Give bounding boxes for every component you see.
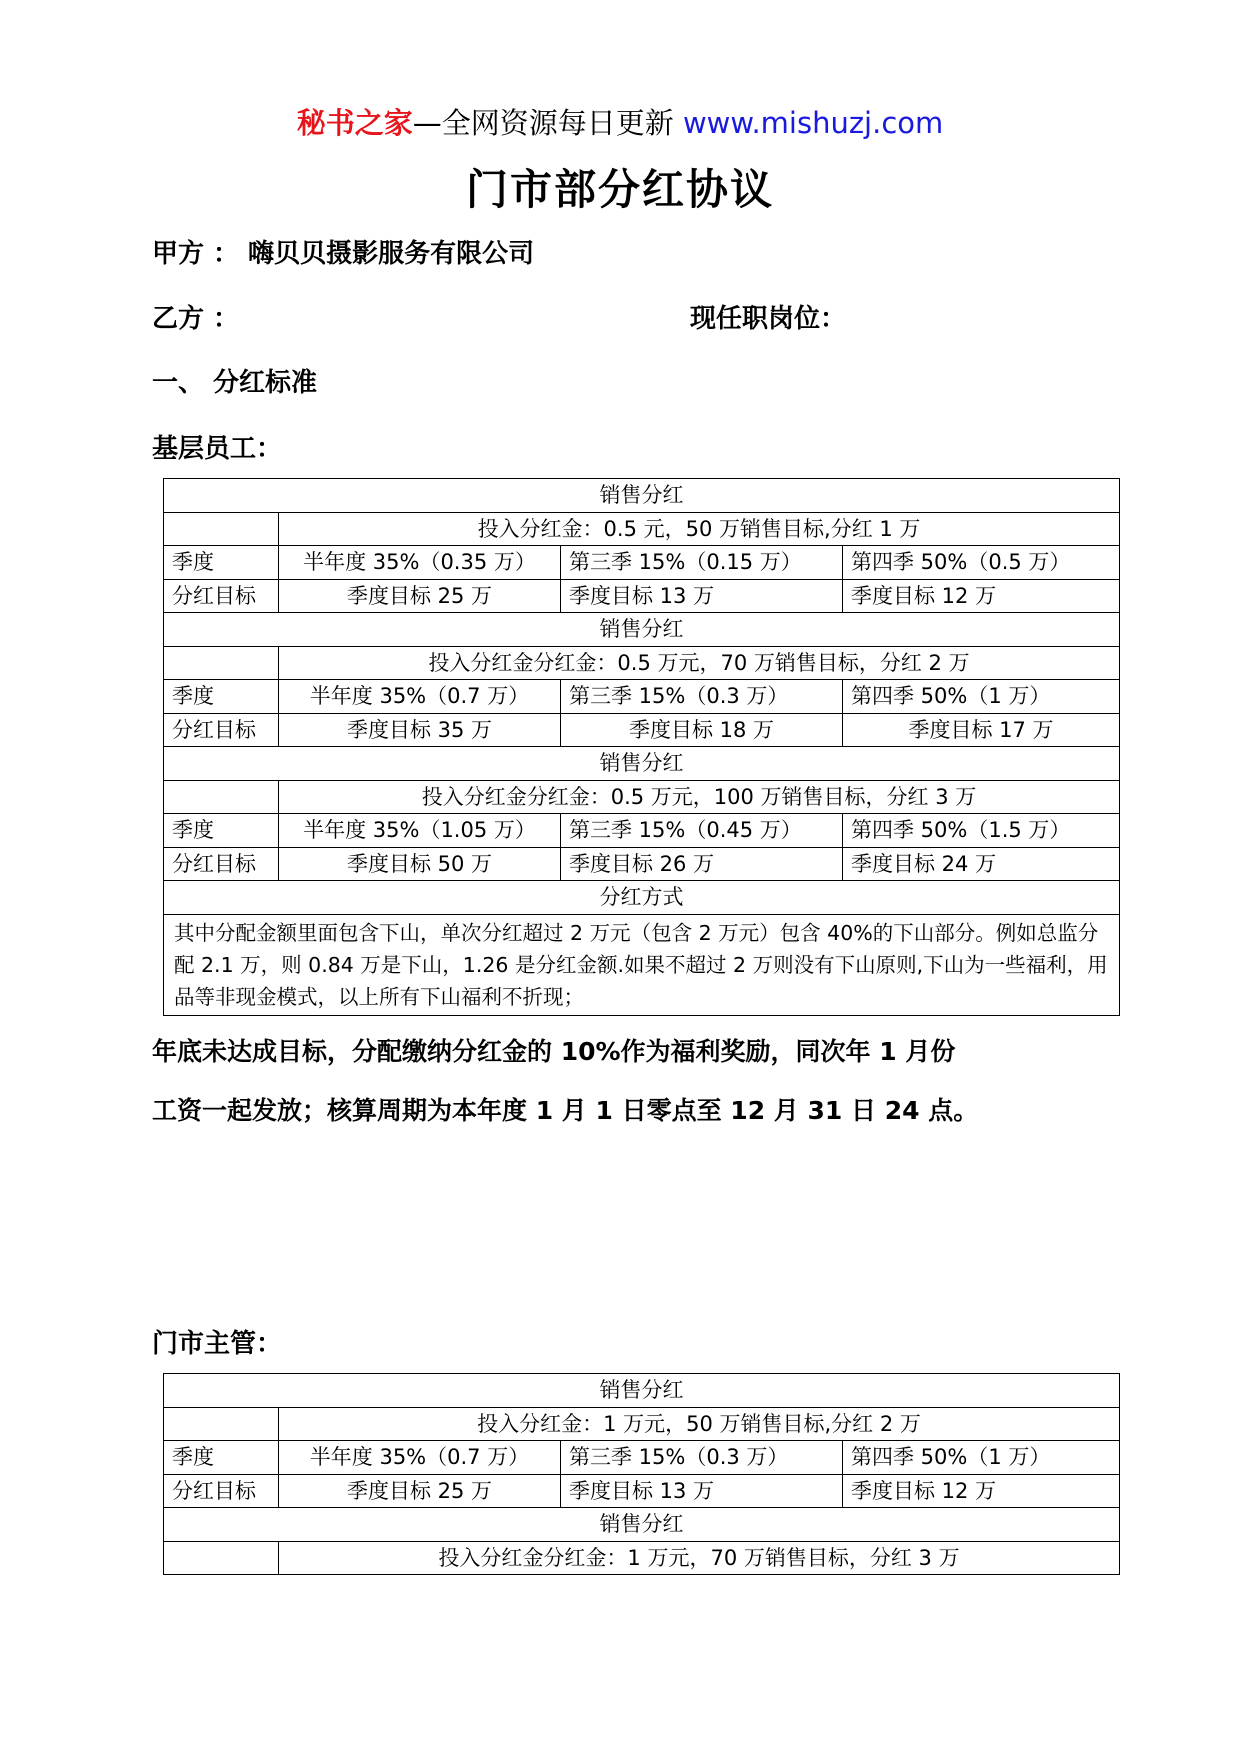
document-title: 门市部分红协议 [465,165,774,214]
banner-slogan: —全网资源每日更新 [412,106,674,140]
season-label: 季度 [164,814,279,848]
invest-cell: 投入分红金分红金：1 万元，70 万销售目标，分红 3 万 [279,1541,1120,1575]
table-row [164,1541,1120,1575]
table-row [164,579,1120,613]
season-label: 季度 [164,546,279,580]
invest-cell: 投入分红金分红金：0.5 万元，100 万销售目标，分红 3 万 [279,780,1120,814]
table-row [164,914,1120,1015]
target-cell: 季度目标 12 万 [843,579,1120,613]
site-banner [0,103,1240,143]
year-end-line-1: 年底未达成目标，分配缴纳分红金的 10%作为福利奖励，同次年 1 月份 [152,1037,956,1066]
party-b-label: 乙方 ： [152,304,240,334]
method-text: 其中分配金额里面包含下山，单次分红超过 2 万元（包含 2 万元）包含 40%的下山部分。例如总监分配 2.1 万，则 0.84 万是下山，1.26 是分红金额.如果不超过 2 万则没有下山原则,下山为一些福利，用品等非现金模式，以上所有下山福利不折现； [164,914,1120,1015]
target-cell: 季度目标 26 万 [561,847,843,881]
table-row [164,646,1120,680]
season-cell: 半年度 35%（0.7 万） [279,1441,561,1475]
target-label: 分红目标 [164,847,279,881]
empty-cell [164,1541,279,1575]
section-heading-1: 一、 分红标准 [152,368,318,398]
table-row [164,780,1120,814]
staff-heading: 基层员工： [152,434,283,464]
invest-cell: 投入分红金：1 万元，50 万销售目标,分红 2 万 [279,1407,1120,1441]
invest-cell: 投入分红金：0.5 元，50 万销售目标,分红 1 万 [279,512,1120,546]
season-label: 季度 [164,1441,279,1475]
invest-cell: 投入分红金分红金：0.5 万元，70 万销售目标，分红 2 万 [279,646,1120,680]
season-cell: 第三季 15%（0.45 万） [561,814,843,848]
block-header: 销售分红 [164,613,1120,647]
target-cell: 季度目标 13 万 [561,579,843,613]
empty-cell [164,780,279,814]
block-header: 销售分红 [164,1508,1120,1542]
season-cell: 第三季 15%（0.15 万） [561,546,843,580]
season-cell: 半年度 35%（1.05 万） [279,814,561,848]
season-cell: 第三季 15%（0.3 万） [561,680,843,714]
table-row [164,1407,1120,1441]
season-cell: 第四季 50%（0.5 万） [843,546,1120,580]
season-cell: 第四季 50%（1 万） [843,680,1120,714]
target-cell: 季度目标 12 万 [843,1474,1120,1508]
banner-url-link[interactable]: www.mishuzj.com [682,106,944,140]
target-cell: 季度目标 17 万 [843,713,1120,747]
table-row [164,881,1120,915]
table-row [164,613,1120,647]
table-row [164,546,1120,580]
target-label: 分红目标 [164,579,279,613]
party-a-label: 甲方 ： [152,239,240,269]
block-header: 销售分红 [164,1374,1120,1408]
table-row [164,479,1120,513]
party-a-value: 嗨贝贝摄影服务有限公司 [248,239,535,269]
manager-heading: 门市主管： [152,1329,283,1359]
table-row [164,680,1120,714]
target-cell: 季度目标 13 万 [561,1474,843,1508]
season-cell: 第四季 50%（1.5 万） [843,814,1120,848]
staff-bonus-table [163,478,1120,1016]
banner-brand: 秘书之家 [296,106,413,140]
target-cell: 季度目标 35 万 [279,713,561,747]
target-cell: 季度目标 24 万 [843,847,1120,881]
season-label: 季度 [164,680,279,714]
target-cell: 季度目标 50 万 [279,847,561,881]
table-row [164,814,1120,848]
table-row [164,747,1120,781]
method-header: 分红方式 [164,881,1120,915]
table-row [164,512,1120,546]
season-cell: 半年度 35%（0.7 万） [279,680,561,714]
year-end-line-2: 工资一起发放；核算周期为本年度 1 月 1 日零点至 12 月 31 日 24 点。 [152,1096,979,1125]
party-a-line [152,236,534,272]
table-row [164,1441,1120,1475]
empty-cell [164,512,279,546]
season-cell: 第三季 15%（0.3 万） [561,1441,843,1475]
target-label: 分红目标 [164,713,279,747]
target-label: 分红目标 [164,1474,279,1508]
empty-cell [164,646,279,680]
table-row [164,1374,1120,1408]
season-cell: 第四季 50%（1 万） [843,1441,1120,1475]
position-label: 现任职岗位： [690,304,847,334]
table-row [164,847,1120,881]
empty-cell [164,1407,279,1441]
season-cell: 半年度 35%（0.35 万） [279,546,561,580]
manager-bonus-table [163,1373,1120,1575]
block-header: 销售分红 [164,747,1120,781]
table-row [164,713,1120,747]
block-header: 销售分红 [164,479,1120,513]
target-cell: 季度目标 25 万 [279,579,561,613]
target-cell: 季度目标 25 万 [279,1474,561,1508]
table-row [164,1474,1120,1508]
table-row [164,1508,1120,1542]
target-cell: 季度目标 18 万 [561,713,843,747]
